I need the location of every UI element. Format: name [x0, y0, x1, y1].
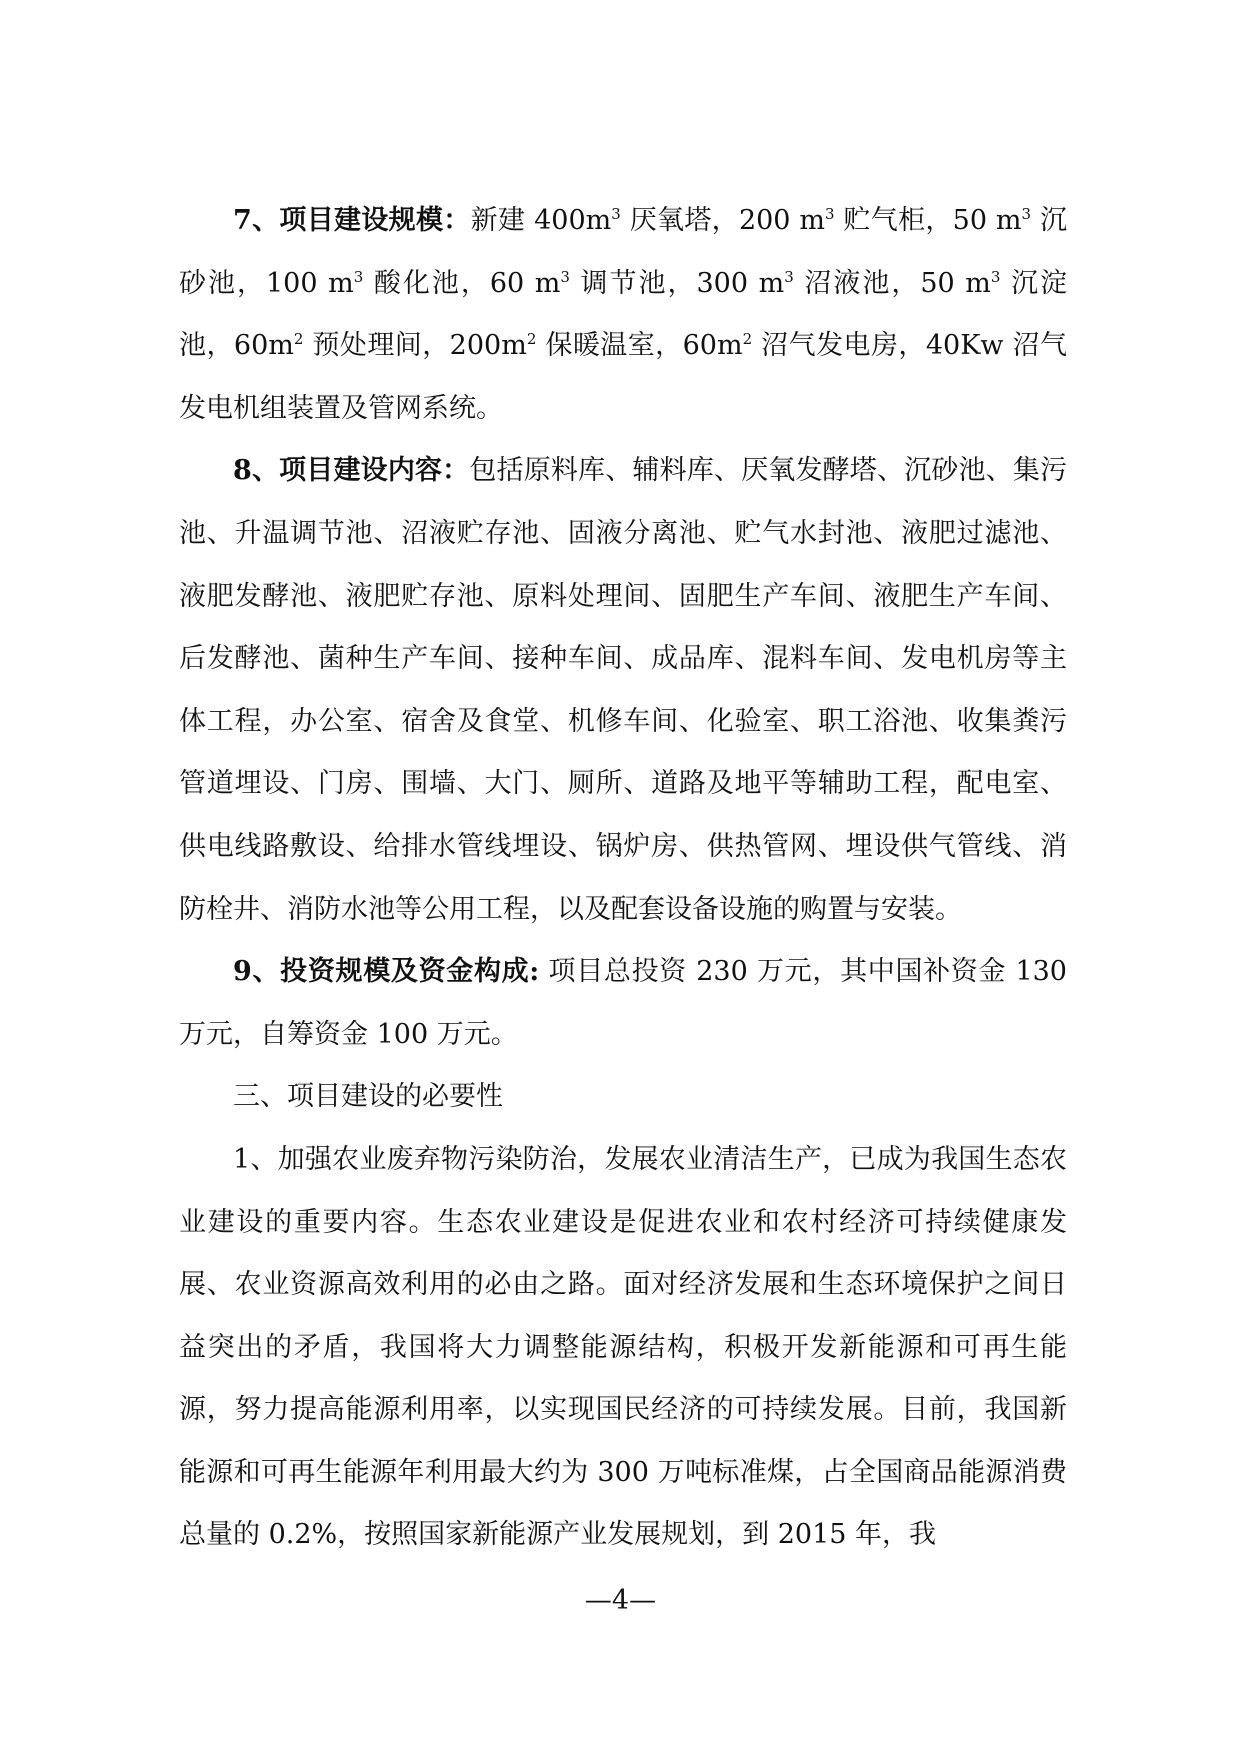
superscript: 2	[293, 330, 304, 349]
section-3-paragraph-1: 1、加强农业废弃物污染防治，发展农业清洁生产，已成为我国生态农业建设的重要内容。生态农业建设是促进农业和农村经济可持续健康发展、农业资源高效利用的必由之路。面对经济发展和生态环境保护之间日益突出的矛盾，我国将大力调整能源结构，积极开发新能源和可再生能源，努力提高能源利用率，以实现国民经济的可持续发展。目前，我国新能源和可再生能源年利用最大约为 300 万吨标准煤，占全国商品能源消费总量的 0.2%，按照国家新能源产业发展规划，到 2015 年，我	[179, 1143, 1067, 1551]
superscript: 3	[611, 205, 621, 223]
superscript: 3	[824, 205, 835, 223]
item-7-text-5: 酸化池，60 m	[363, 267, 561, 299]
page-number: —4—	[584, 1585, 657, 1616]
item-7-text-9: 预处理间，200m	[303, 330, 527, 362]
item-7-text-10: 保暖温室，60m	[536, 330, 743, 362]
item-7-text-1: 新建 400m	[470, 205, 612, 236]
item-7-text-4: 沉砂池，100 m	[179, 205, 1067, 299]
superscript: 2	[742, 330, 753, 349]
item-7-text-7: 沼液池，50 m	[793, 267, 991, 299]
item-7-text-3: 贮气柜，50 m	[834, 205, 1022, 236]
superscript: 2	[526, 330, 537, 349]
item-7-label: 7、项目建设规模：	[233, 205, 471, 236]
superscript: 3	[353, 267, 364, 286]
item-9-text: 项目总投资 230 万元，其中国补资金 130 万元，自筹资金 100 万元。	[179, 956, 1067, 1050]
item-8-text: 包括原料库、辅料库、厌氧发酵塔、沉砂池、集污池、升温调节池、沼液贮存池、固液分离池、贮气水封池、液肥过滤池、液肥发酵池、液肥贮存池、原料处理间、固肥生产车间、液肥生产车间、后发酵池、菌种生产车间、接种车间、成品库、混料车间、发电机房等主体工程，办公室、宿舍及食堂、机修车间、化验室、职工浴池、收集粪污管道埋设、门房、围墙、大门、厕所、道路及地平等辅助工程，配电室、供电线路敷设、给排水管线埋设、锅炉房、供热管网、埋设供气管线、消防栓井、消防水池等公用工程，以及配套设备设施的购置与安装。	[179, 455, 1068, 925]
item-8-label: 8、项目建设内容：	[233, 455, 470, 487]
superscript: 3	[990, 267, 1001, 286]
superscript: 3	[1021, 205, 1032, 223]
item-7-paragraph	[179, 190, 1067, 440]
item-7-text-11: 沼气发电房，40Kw 沼气发电机组装置及管网系统。	[179, 330, 1067, 424]
item-9-paragraph	[179, 941, 1067, 1066]
section-3-heading: 三、项目建设的必要性	[233, 1081, 503, 1113]
item-7-text-6: 调节池，300 m	[569, 267, 785, 299]
item-7-text-8: 沉淀池，60m	[179, 267, 1067, 362]
superscript: 3	[560, 267, 570, 286]
item-8-paragraph	[179, 440, 1067, 941]
item-7-text-2: 厌氧塔，200 m	[620, 205, 825, 236]
item-9-label: 9、投资规模及资金构成:	[233, 956, 540, 988]
document-body	[179, 190, 1067, 1567]
superscript: 3	[784, 267, 794, 286]
